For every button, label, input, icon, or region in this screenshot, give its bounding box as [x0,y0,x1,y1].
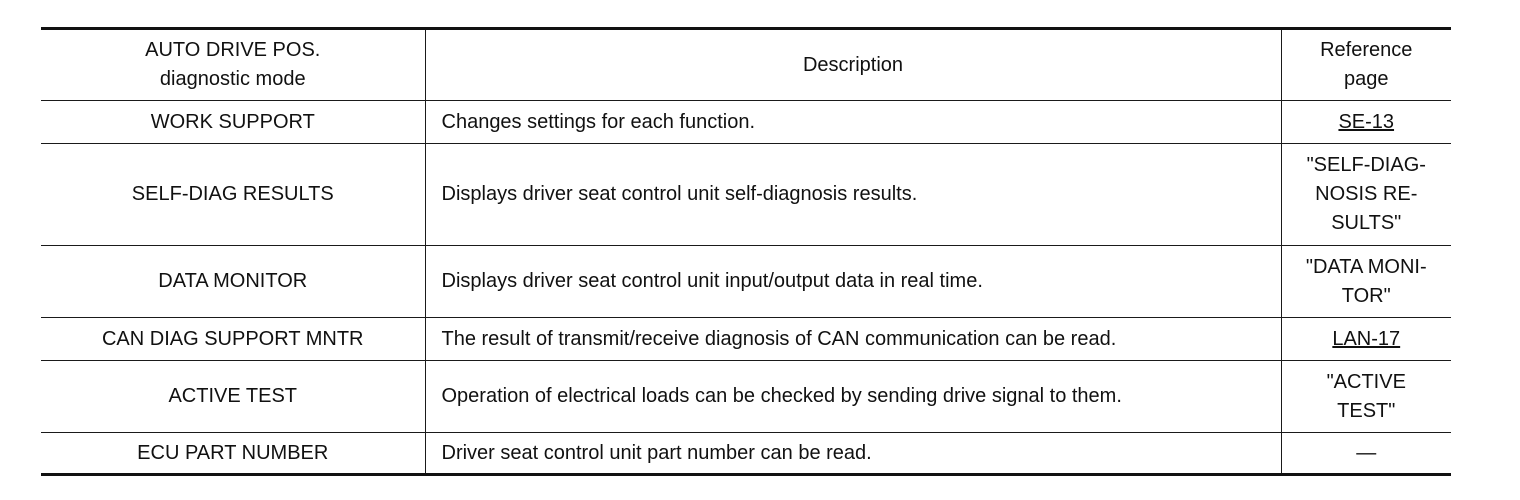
reference-line: SULTS" [1331,212,1402,234]
reference-cell [1281,433,1451,475]
table-row [41,144,1451,246]
table-row [41,101,1451,144]
mode-cell: WORK SUPPORT [41,101,425,144]
table-header-row [41,29,1451,101]
table-row [41,433,1451,475]
mode-cell: CAN DIAG SUPPORT MNTR [41,318,425,361]
description-cell: The result of transmit/receive diagnosis of CAN communication can be read. [425,318,1281,361]
mode-cell: DATA MONITOR [41,246,425,318]
reference-line: NOSIS RE- [1315,183,1418,205]
mode-cell: SELF-DIAG RESULTS [41,144,425,246]
reference-line: TOR" [1341,284,1391,307]
header-reference-line: page [1344,68,1389,90]
description-cell: Changes settings for each function. [425,101,1281,144]
reference-dash: — [1356,441,1377,464]
header-mode-line: diagnostic mode [159,68,306,90]
description-cell: Operation of electrical loads can be checked by sending drive signal to them. [425,361,1281,433]
table-row [41,318,1451,361]
table-row [41,361,1451,433]
reference-cell [1281,361,1451,433]
description-cell: Displays driver seat control unit self-diagnosis results. [425,144,1281,246]
reference-link[interactable]: LAN-17 [1332,327,1401,350]
mode-cell: ECU PART NUMBER [41,433,425,475]
description-cell: Displays driver seat control unit input/output data in real time. [425,246,1281,318]
mode-cell: ACTIVE TEST [41,361,425,433]
reference-line: "SELF-DIAG- [1306,154,1426,176]
reference-cell [1281,144,1451,246]
reference-link[interactable]: SE-13 [1338,110,1395,133]
reference-line: "ACTIVE [1326,370,1406,393]
reference-cell [1281,101,1451,144]
reference-cell [1281,246,1451,318]
description-cell: Driver seat control unit part number can be read. [425,433,1281,475]
table-row [41,246,1451,318]
reference-line: "DATA MONI- [1305,255,1427,278]
diagnostic-mode-table [41,27,1451,476]
header-mode [41,29,425,101]
header-mode-line: AUTO DRIVE POS. [145,39,321,61]
reference-line: TEST" [1337,399,1396,422]
header-reference-line: Reference [1320,39,1413,61]
reference-cell [1281,318,1451,361]
header-description: Description [425,29,1281,101]
header-reference [1281,29,1451,101]
